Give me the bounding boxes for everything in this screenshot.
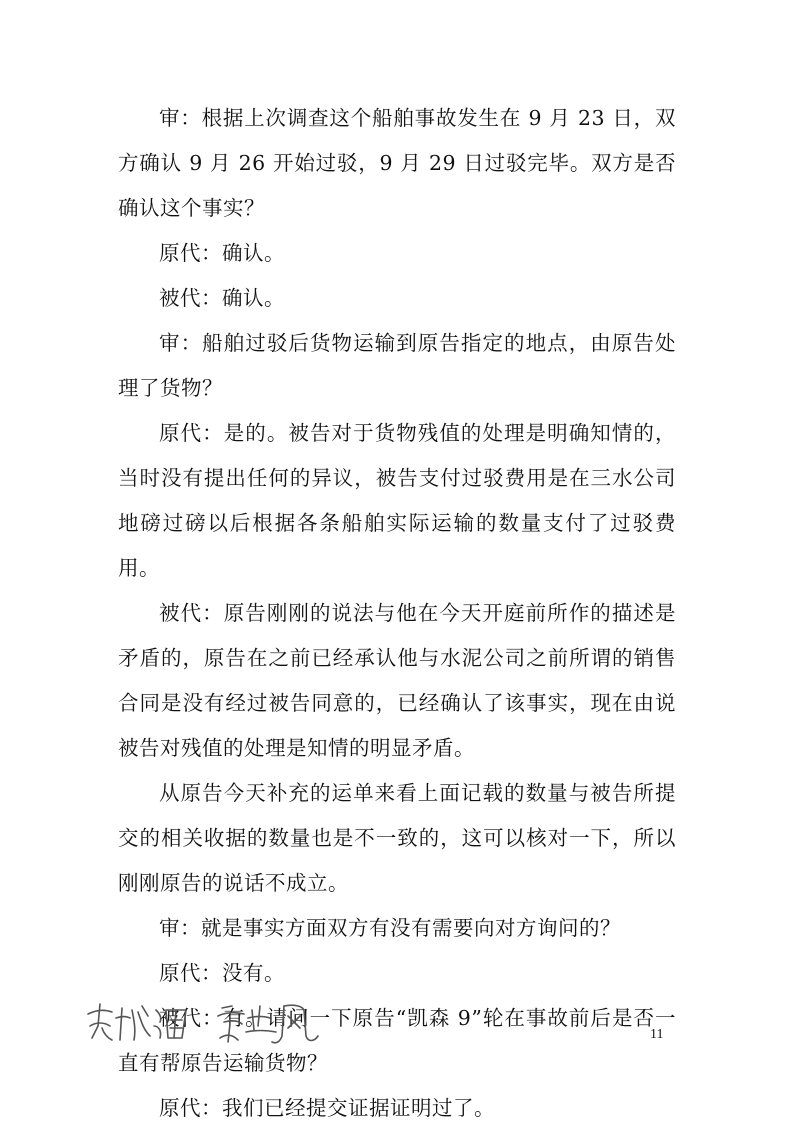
paragraph-6: 被代：原告刚刚的说法与他在今天开庭前所作的描述是矛盾的，原告在之前已经承认他与水泥公司之前所谓的销售合同是没有经过被告同意的，已经确认了该事实，现在由说被告对残值的处理是知情的明显矛盾。 bbox=[118, 601, 676, 760]
paragraph-4: 审：船舶过驳后货物运输到原告指定的地点，由原告处理了货物？ bbox=[118, 331, 676, 400]
paragraph-3: 被代：确认。 bbox=[159, 286, 285, 310]
paragraph-11: 原代：我们已经提交证据证明过了。 bbox=[159, 1096, 495, 1120]
paragraph-9: 原代：没有。 bbox=[159, 961, 285, 985]
signature-1 bbox=[88, 1004, 186, 1040]
signatures-drawing bbox=[82, 996, 342, 1048]
transcript-body bbox=[118, 96, 676, 1131]
paragraph-1: 审：根据上次调查这个船舶事故发生在 9 月 23 日，双方确认 9 月 26 开始过驳，9 月 29 日过驳完毕。双方是否确认这个事实？ bbox=[118, 106, 676, 220]
page-number: 11 bbox=[650, 1027, 664, 1042]
signature-2 bbox=[218, 1005, 318, 1043]
paragraph-5: 原代：是的。被告对于货物残值的处理是明确知情的，当时没有提出任何的异议，被告支付过驳费用是在三水公司地磅过磅以后根据各条船舶实际运输的数量支付了过驳费用。 bbox=[118, 421, 676, 580]
paragraph-7: 从原告今天补充的运单来看上面记载的数量与被告所提交的相关收据的数量也是不一致的，这可以核对一下，所以刚刚原告的说话不成立。 bbox=[118, 781, 676, 895]
handwritten-signatures bbox=[82, 996, 342, 1048]
paragraph-10: 被代：有。请问一下原告“凯森 9”轮在事故前后是否一直有帮原告运输货物？ bbox=[118, 1006, 676, 1075]
paragraph-2: 原代：确认。 bbox=[159, 241, 285, 265]
paragraph-8: 审：就是事实方面双方有没有需要向对方询问的？ bbox=[159, 916, 621, 940]
